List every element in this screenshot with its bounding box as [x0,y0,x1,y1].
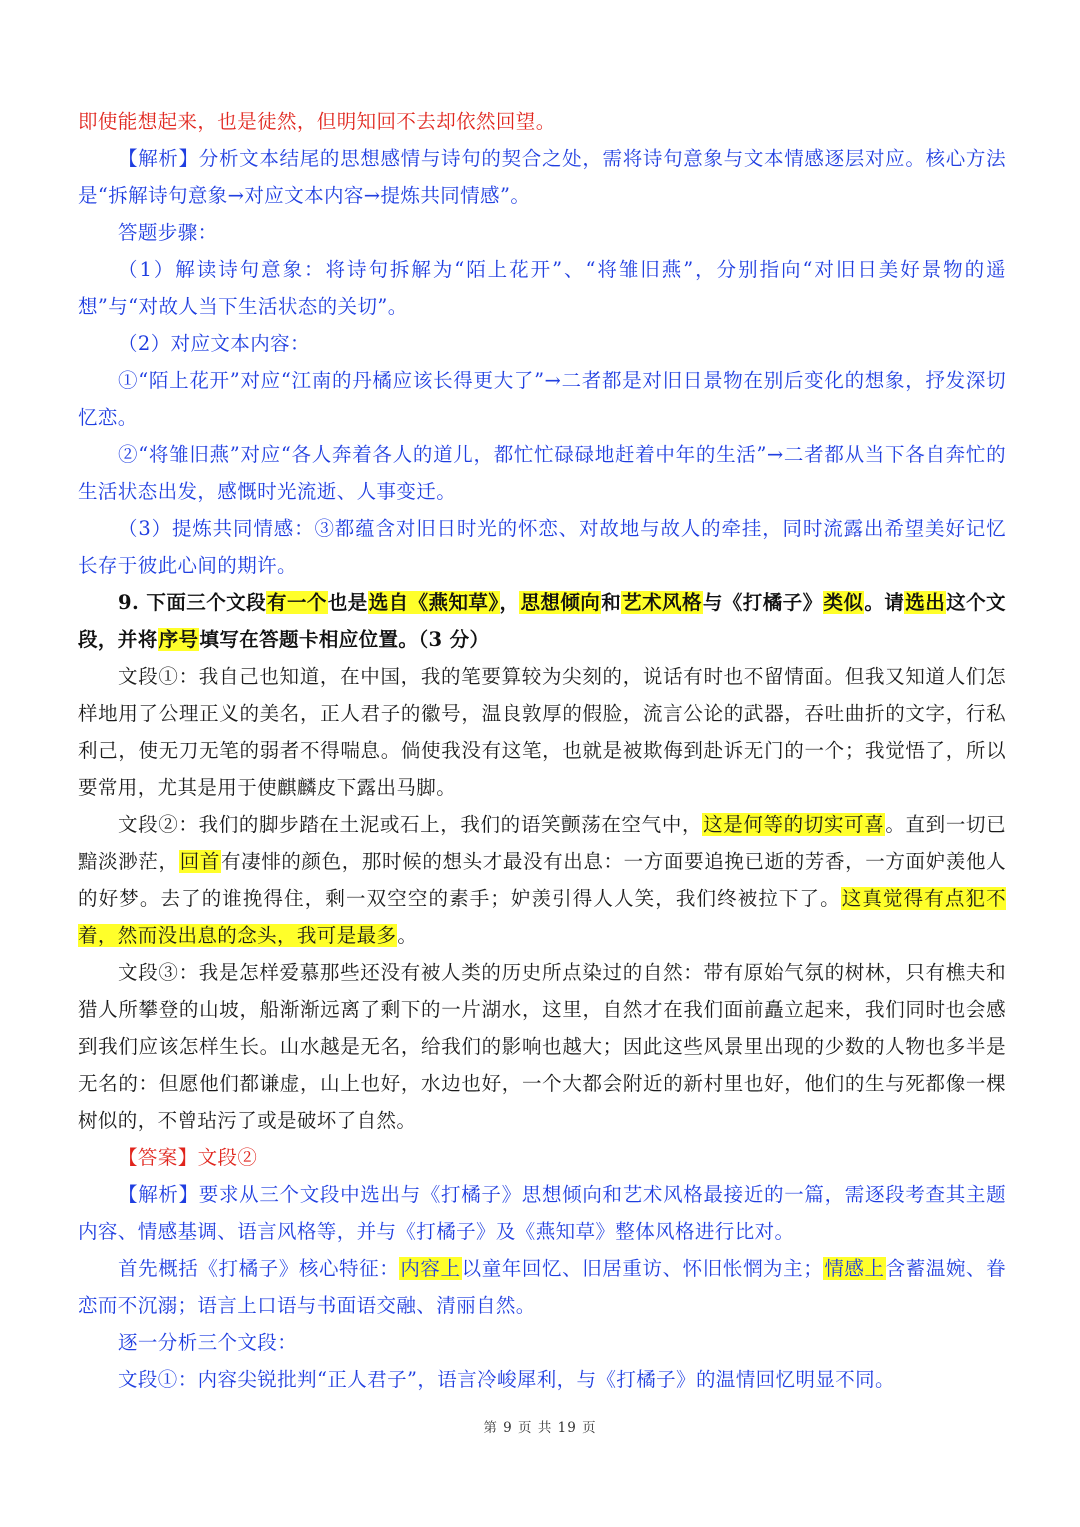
step-3: （3）提炼共同情感：③都蕴含对旧日时光的怀恋、对故地与故人的牵挂，同时流露出希望美好记忆长存于彼此心间的期许。 [78,517,1006,577]
analysis-paragraph-q8 [78,140,1006,214]
highlight: 情感上 [824,1257,885,1280]
highlight: 序号 [158,628,199,651]
highlight: 选出 [905,591,946,614]
highlight: 艺术风格 [622,591,702,614]
answer-ending-line: 即使能想起来，也是徒然，但明知回不去却依然回望。 [78,110,556,133]
answer-label: 【答案】 [118,1146,198,1169]
highlight: 类似 [823,591,864,614]
segment-1-analysis: 文段①：内容尖锐批判“正人君子”，语言冷峻犀利，与《打橘子》的温情回忆明显不同。 [118,1368,895,1391]
passage-2: 文段②：我们的脚步踏在土泥或石上，我们的语笑颤荡在空气中，这是何等的切实可喜。直到一切已黯淡渺茫，回首有凄悱的颜色，那时候的想头才最没有出息：一方面要追挽已逝的芳香，一方面妒羡他人的好梦。去了的谁挽得住，剩一双空空的素手；妒羡引得人人笑，我们终被拉下了。这真觉得有点犯不着，然而没出息的念头，我可是最多。 [78,813,1006,947]
passage-3: 文段③：我是怎样爱慕那些还没有被人类的历史所点染过的自然：带有原始气氛的树林，只有樵夫和猎人所攀登的山坡，船渐渐远离了剩下的一片湖水，这里，自然才在我们面前矗立起来，我们同时也会感到我们应该怎样生长。山水越是无名，给我们的影响也越大；因此这些风景里出现的少数的人物也多半是无名的：但愿他们都谦虚，山上也好，水边也好，一个大都会附近的新村里也好，他们的生与死都像一棵树似的，不曾玷污了或是破坏了自然。 [78,961,1006,1132]
page-content [78,103,1006,1398]
highlight: 选自《燕知草》 [368,591,499,614]
analysis-text: 分析文本结尾的思想感情与诗句的契合之处，需将诗句意象与文本情感逐层对应。核心方法是“拆解诗句意象→对应文本内容→提炼共同情感”。 [78,147,1006,207]
analysis-paragraph-q9 [78,1176,1006,1250]
highlight: 这真觉得有点犯不着，然而没出息的念头，我可是最多 [78,887,1006,947]
analysis-text: 要求从三个文段中选出与《打橘子》思想倾向和艺术风格最接近的一篇，需逐段考查其主题内容、情感基调、语言风格等，并与《打橘子》及《燕知草》整体风格进行比对。 [78,1183,1006,1243]
question-9: 9. 下面三个文段有一个也是选自《燕知草》，思想倾向和艺术风格与《打橘子》类似。请选出这个文段，并将序号填写在答题卡相应位置。（3 分） [78,591,1006,651]
analyze-title: 逐一分析三个文段： [118,1331,298,1354]
highlight: 有一个 [267,591,327,614]
highlight: 思想倾向 [520,591,601,614]
passage-1: 文段①：我自己也知道，在中国，我的笔要算较为尖刻的，说话有时也不留情面。但我又知道人们怎样地用了公理正义的美名，正人君子的徽号，温良敦厚的假脸，流言公论的武器，吞吐曲折的文字，行私利己，使无刀无笔的弱者不得喘息。倘使我没有这笔，也就是被欺侮到赴诉无门的一个；我觉悟了，所以要常用，尤其是用于使麒麟皮下露出马脚。 [78,665,1006,799]
step-1: （1）解读诗句意象：将诗句拆解为“陌上花开”、“将雏旧燕”，分别指向“对旧日美好景物的遥想”与“对故人当下生活状态的关切”。 [78,258,1006,318]
step-2b: ②“将雏旧燕”对应“各人奔着各人的道儿，都忙忙碌碌地赶着中年的生活”→二者都从当下各自奔忙的生活状态出发，感慨时光流逝、人事变迁。 [78,443,1006,503]
summary-paragraph: 首先概括《打橘子》核心特征：内容上以童年回忆、旧居重访、怀旧怅惘为主；情感上含蓄温婉、眷恋而不沉溺；语言上口语与书面语交融、清丽自然。 [78,1257,1006,1317]
steps-title: 答题步骤： [118,221,218,244]
highlight: 这是何等的切实可喜 [703,813,885,836]
analysis-label: 【解析】 [118,147,199,170]
answer-q9 [78,1139,1006,1176]
answer-text: 文段② [197,1146,258,1169]
step-2: （2）对应文本内容： [118,332,310,355]
highlight: 回首 [179,850,220,873]
page-footer: 第 9 页 共 19 页 [483,1420,597,1436]
analysis-label: 【解析】 [118,1183,199,1206]
highlight: 内容上 [400,1257,461,1280]
step-2a: ①“陌上花开”对应“江南的丹橘应该长得更大了”→二者都是对旧日景物在别后变化的想象，抒发深切忆恋。 [78,369,1006,429]
